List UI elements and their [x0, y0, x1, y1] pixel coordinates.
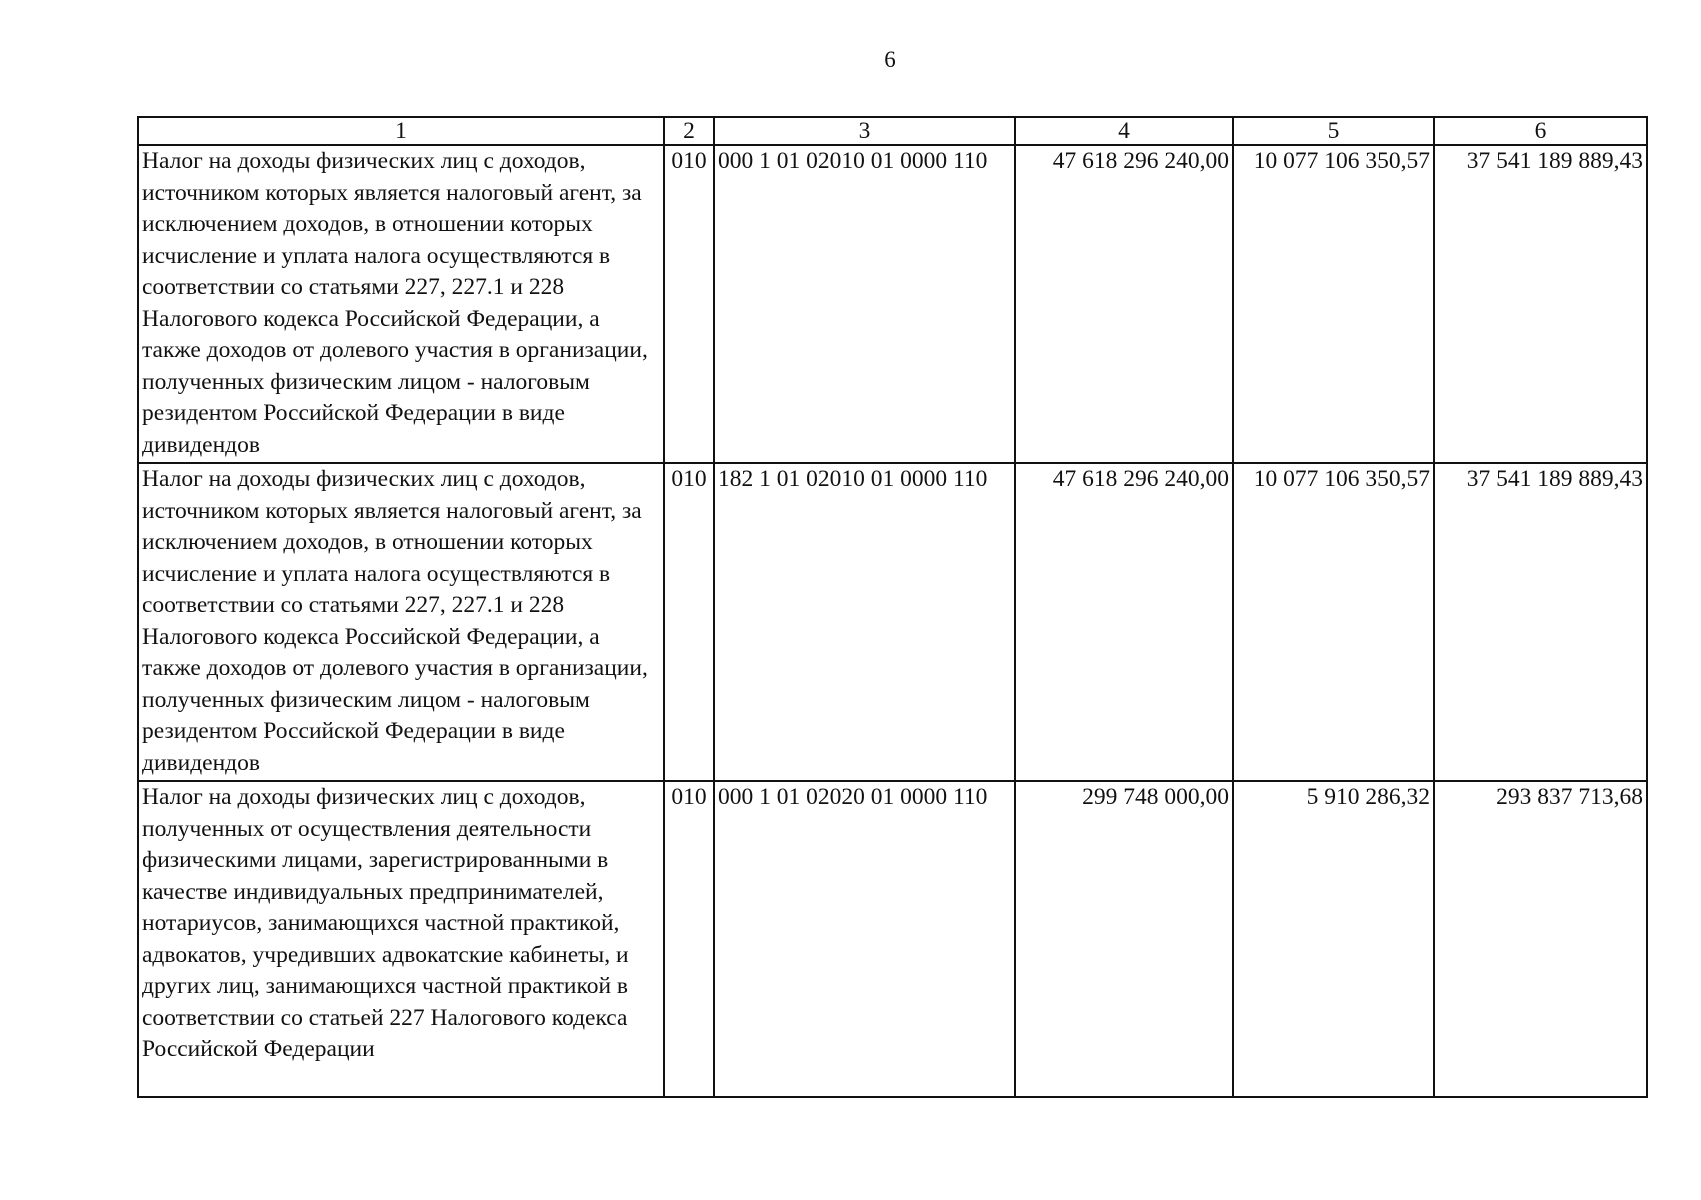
budget-classification-code-cell: 000 1 01 02020 01 0000 110 [714, 781, 1015, 1097]
line-code-cell: 010 [664, 781, 714, 1097]
amount-col5-cell: 5 910 286,32 [1233, 781, 1434, 1097]
income-name-cell: Налог на доходы физических лиц с доходов, источником которых является налоговый агент, за исключением доходов, в отношении которых исчисление и уплата налога осуществляются в соответствии со статьями 227, 227.1 и 228 Налогового кодекса Российской Федерации, а также доходов от долевого участия в организации, полученных физическим лицом - налоговым резидентом Российской Федерации в виде дивидендов [138, 463, 664, 781]
amount-col4-cell: 47 618 296 240,00 [1015, 145, 1233, 463]
income-tax-table [137, 116, 1648, 1098]
column-header-1: 1 [138, 117, 664, 145]
amount-col6-cell: 293 837 713,68 [1434, 781, 1647, 1097]
budget-classification-code-cell: 000 1 01 02010 01 0000 110 [714, 145, 1015, 463]
column-header-5: 5 [1233, 117, 1434, 145]
table-row [138, 781, 1647, 1097]
amount-col4-cell: 47 618 296 240,00 [1015, 463, 1233, 781]
column-header-2: 2 [664, 117, 714, 145]
column-header-3: 3 [714, 117, 1015, 145]
table-row [138, 145, 1647, 463]
table-row [138, 463, 1647, 781]
amount-col5-cell: 10 077 106 350,57 [1233, 463, 1434, 781]
income-name-cell: Налог на доходы физических лиц с доходов, источником которых является налоговый агент, за исключением доходов, в отношении которых исчисление и уплата налога осуществляются в соответствии со статьями 227, 227.1 и 228 Налогового кодекса Российской Федерации, а также доходов от долевого участия в организации, полученных физическим лицом - налоговым резидентом Российской Федерации в виде дивидендов [138, 145, 664, 463]
budget-classification-code-cell: 182 1 01 02010 01 0000 110 [714, 463, 1015, 781]
column-header-4: 4 [1015, 117, 1233, 145]
line-code-cell: 010 [664, 145, 714, 463]
column-header-6: 6 [1434, 117, 1647, 145]
page-number: 6 [884, 47, 896, 72]
amount-col5-cell: 10 077 106 350,57 [1233, 145, 1434, 463]
amount-col4-cell: 299 748 000,00 [1015, 781, 1233, 1097]
amount-col6-cell: 37 541 189 889,43 [1434, 463, 1647, 781]
line-code-cell: 010 [664, 463, 714, 781]
column-number-header-row [138, 117, 1647, 145]
income-name-cell: Налог на доходы физических лиц с доходов, полученных от осуществления деятельности физическими лицами, зарегистрированными в качестве индивидуальных предпринимателей, нотариусов, занимающихся частной практикой, адвокатов, учредивших адвокатские кабинеты, и других лиц, занимающихся частной практикой в соответствии со статьей 227 Налогового кодекса Российской Федерации [138, 781, 664, 1097]
amount-col6-cell: 37 541 189 889,43 [1434, 145, 1647, 463]
